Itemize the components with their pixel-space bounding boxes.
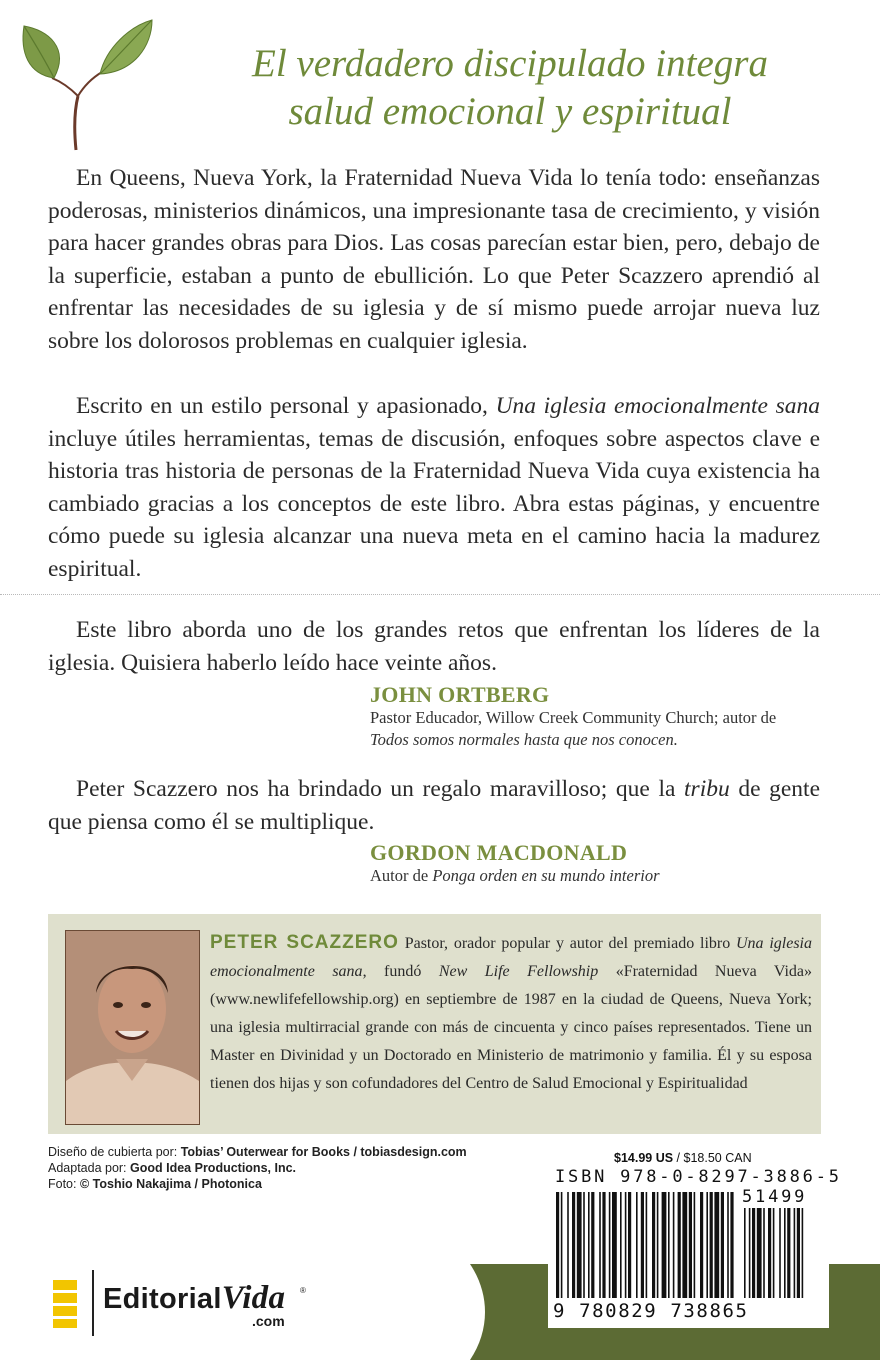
headline <box>160 40 860 136</box>
barcode-bar <box>657 1192 659 1298</box>
barcode-bar <box>700 1192 703 1298</box>
barcode-bar <box>628 1192 631 1298</box>
price-can: / $18.50 CAN <box>673 1151 752 1165</box>
barcode-bar <box>641 1192 644 1298</box>
publisher-logo-divider <box>92 1270 94 1336</box>
credit-adapted <box>48 1160 467 1176</box>
endorser-name-1: JOHN ORTBERG <box>370 682 550 707</box>
cover-credits <box>48 1144 467 1192</box>
credit-design <box>48 1144 467 1160</box>
body-paragraph-1: En Queens, Nueva York, la Fraternidad Nueva Vida lo tenía todo: enseñanzas poderosas, ministerios dinámicos, una impresionante tasa de crecimiento, y visión para hacer grandes obras para Dios. Las cosas parecían estar bien, pero, debajo de la superficie, estaban a punto de ebullición. Lo que Peter Scazzero aprendió al enfrentar las necesidades de su iglesia y de sí mismo puede arrojar nueva luz sobre los dolorosos problemas en cualquier iglesia. <box>48 165 820 354</box>
publisher-name-vida: Vida <box>221 1280 286 1316</box>
author-photo <box>65 930 200 1125</box>
barcode-bar <box>682 1192 687 1298</box>
leaf-sprout-icon <box>18 12 158 152</box>
endorser-role-2-book: Ponga orden en su mundo interior <box>432 866 660 885</box>
barcode-bar <box>620 1192 622 1298</box>
publisher-name-editorial: Editorial <box>103 1283 222 1315</box>
addon-bar <box>773 1208 775 1298</box>
barcode-bar <box>602 1192 605 1298</box>
barcode-bar <box>710 1192 713 1298</box>
author-bio <box>210 929 812 1098</box>
addon-bar <box>763 1208 765 1298</box>
endorser-name-2: GORDON MACDONALD <box>370 840 628 865</box>
addon-bar <box>752 1208 755 1298</box>
barcode-bar <box>572 1192 575 1298</box>
editorial-vida-mark-icon <box>53 1280 77 1328</box>
endorsement-quote-2 <box>48 773 820 838</box>
barcode-bar <box>730 1192 733 1298</box>
price-addon-code: 51499 <box>742 1187 808 1207</box>
endorsement-quote-2-italic: tribu <box>684 776 730 802</box>
author-bio-church: New Life Fellowship <box>438 963 599 980</box>
barcode-bar <box>591 1192 594 1298</box>
body-p2-text-b: incluye útiles herramientas, temas de discusión, enfoques sobre aspectos clave e historia tras historia de personas de la Fraternidad Nueva Vida cuya existencia ha cambiado gracias a los conceptos de este libro. Abra estas páginas, y encuentre cómo puede su iglesia alcanzar una nueva meta en el camino hacia la madurez espiritual. <box>48 425 820 582</box>
barcode-bar <box>609 1192 611 1298</box>
author-bio-text-2: , fundó <box>362 963 439 980</box>
barcode-bar <box>668 1192 670 1298</box>
publisher-domain: .com <box>252 1313 285 1329</box>
addon-bar <box>784 1208 786 1298</box>
barcode-bar <box>583 1192 585 1298</box>
addon-bar <box>757 1208 762 1298</box>
barcode-bar <box>556 1192 559 1298</box>
endorser-role-1-book: Todos somos normales hasta que nos conocen. <box>370 730 678 749</box>
registered-mark: ® <box>300 1286 306 1295</box>
author-name: PETER SCAZZERO <box>210 932 399 953</box>
addon-bar <box>744 1208 746 1298</box>
author-bio-book: Una iglesia emocionalmente sana <box>210 935 812 980</box>
barcode-icon <box>556 1188 826 1300</box>
barcode-bar <box>646 1192 648 1298</box>
addon-bar <box>768 1208 771 1298</box>
barcode-bar <box>721 1192 724 1298</box>
section-divider <box>0 594 880 595</box>
addon-bar <box>794 1208 796 1298</box>
endorser-role-1-text: Pastor Educador, Willow Creek Community Church; autor de <box>370 708 777 727</box>
addon-bar <box>802 1208 804 1298</box>
price-us: $14.99 US <box>614 1151 674 1165</box>
credit-photo-value: © Toshio Nakajima / Photonica <box>79 1177 262 1191</box>
author-portrait-icon <box>66 931 199 1124</box>
headline-line-2: salud emocional y espiritual <box>288 90 732 133</box>
barcode-bar <box>662 1192 667 1298</box>
addon-bar <box>797 1208 800 1298</box>
ean-digits: 9 780829 738865 <box>553 1300 749 1322</box>
endorser-role-2-prefix: Autor de <box>370 866 433 885</box>
body-p2-book-title: Una iglesia emocionalmente sana <box>495 393 821 419</box>
credit-design-value: Tobias’ Outerwear for Books / tobiasdesign.com <box>180 1145 467 1159</box>
barcode-bar <box>636 1192 638 1298</box>
endorsement-quote-1: Este libro aborda uno de los grandes retos que enfrentan los líderes de la iglesia. Quisiera haberlo leído hace veinte años. <box>48 617 820 676</box>
barcode-bar <box>678 1192 681 1298</box>
endorser-role-2 <box>370 865 820 887</box>
endorser-role-1 <box>370 707 820 751</box>
barcode-bar <box>625 1192 627 1298</box>
barcode-bar <box>673 1192 675 1298</box>
addon-bar <box>787 1208 790 1298</box>
barcode-bar <box>689 1192 692 1298</box>
barcode-bar <box>567 1192 569 1298</box>
headline-line-1: El verdadero discipulado integra <box>252 42 768 85</box>
publisher-name <box>103 1280 285 1317</box>
endorsement-quote-2-b: de gente que piensa como él se multiplique. <box>48 776 820 835</box>
barcode-bar <box>727 1192 729 1298</box>
isbn-number: ISBN 978-0-8297-3886-5 <box>555 1167 842 1187</box>
barcode-bar <box>561 1192 563 1298</box>
credit-photo <box>48 1176 467 1192</box>
barcode-bar <box>588 1192 590 1298</box>
price <box>614 1151 752 1165</box>
addon-bar <box>779 1208 781 1298</box>
endorsement-quote-2-a: Peter Scazzero nos ha brindado un regalo maravilloso; que la <box>76 776 685 802</box>
credit-adapted-value: Good Idea Productions, Inc. <box>130 1161 297 1175</box>
barcode-bar <box>694 1192 696 1298</box>
credit-adapted-label: Adaptada por: <box>48 1161 131 1175</box>
barcode-bar <box>599 1192 601 1298</box>
author-bio-text-1: Pastor, orador popular y autor del premiado libro <box>398 935 736 952</box>
author-bio-text-3: «Fraternidad Nueva Vida» (www.newlifefellowship.org) en septiembre de 1987 en la ciudad de Queens, Nueva York; una iglesia multirracial grande con más de cincuenta y cinco países representados. Tiene un Master en Divinidad y un Doctorado en Ministerio de matrimonio y familia. Él y su esposa tienen dos hijas y son cofundadores del Centro de Salud Emocional y Espiritualidad <box>210 963 813 1092</box>
barcode-bar <box>612 1192 617 1298</box>
barcode-bar <box>652 1192 655 1298</box>
barcode-bar <box>577 1192 582 1298</box>
addon-bar <box>749 1208 751 1298</box>
body-paragraph-2 <box>48 390 820 585</box>
barcode-bar <box>706 1192 708 1298</box>
credit-design-label: Diseño de cubierta por: <box>48 1145 181 1159</box>
credit-photo-label: Foto: <box>48 1177 80 1191</box>
barcode-bar <box>714 1192 719 1298</box>
body-p2-text-a: Escrito en un estilo personal y apasionado, <box>76 393 496 419</box>
